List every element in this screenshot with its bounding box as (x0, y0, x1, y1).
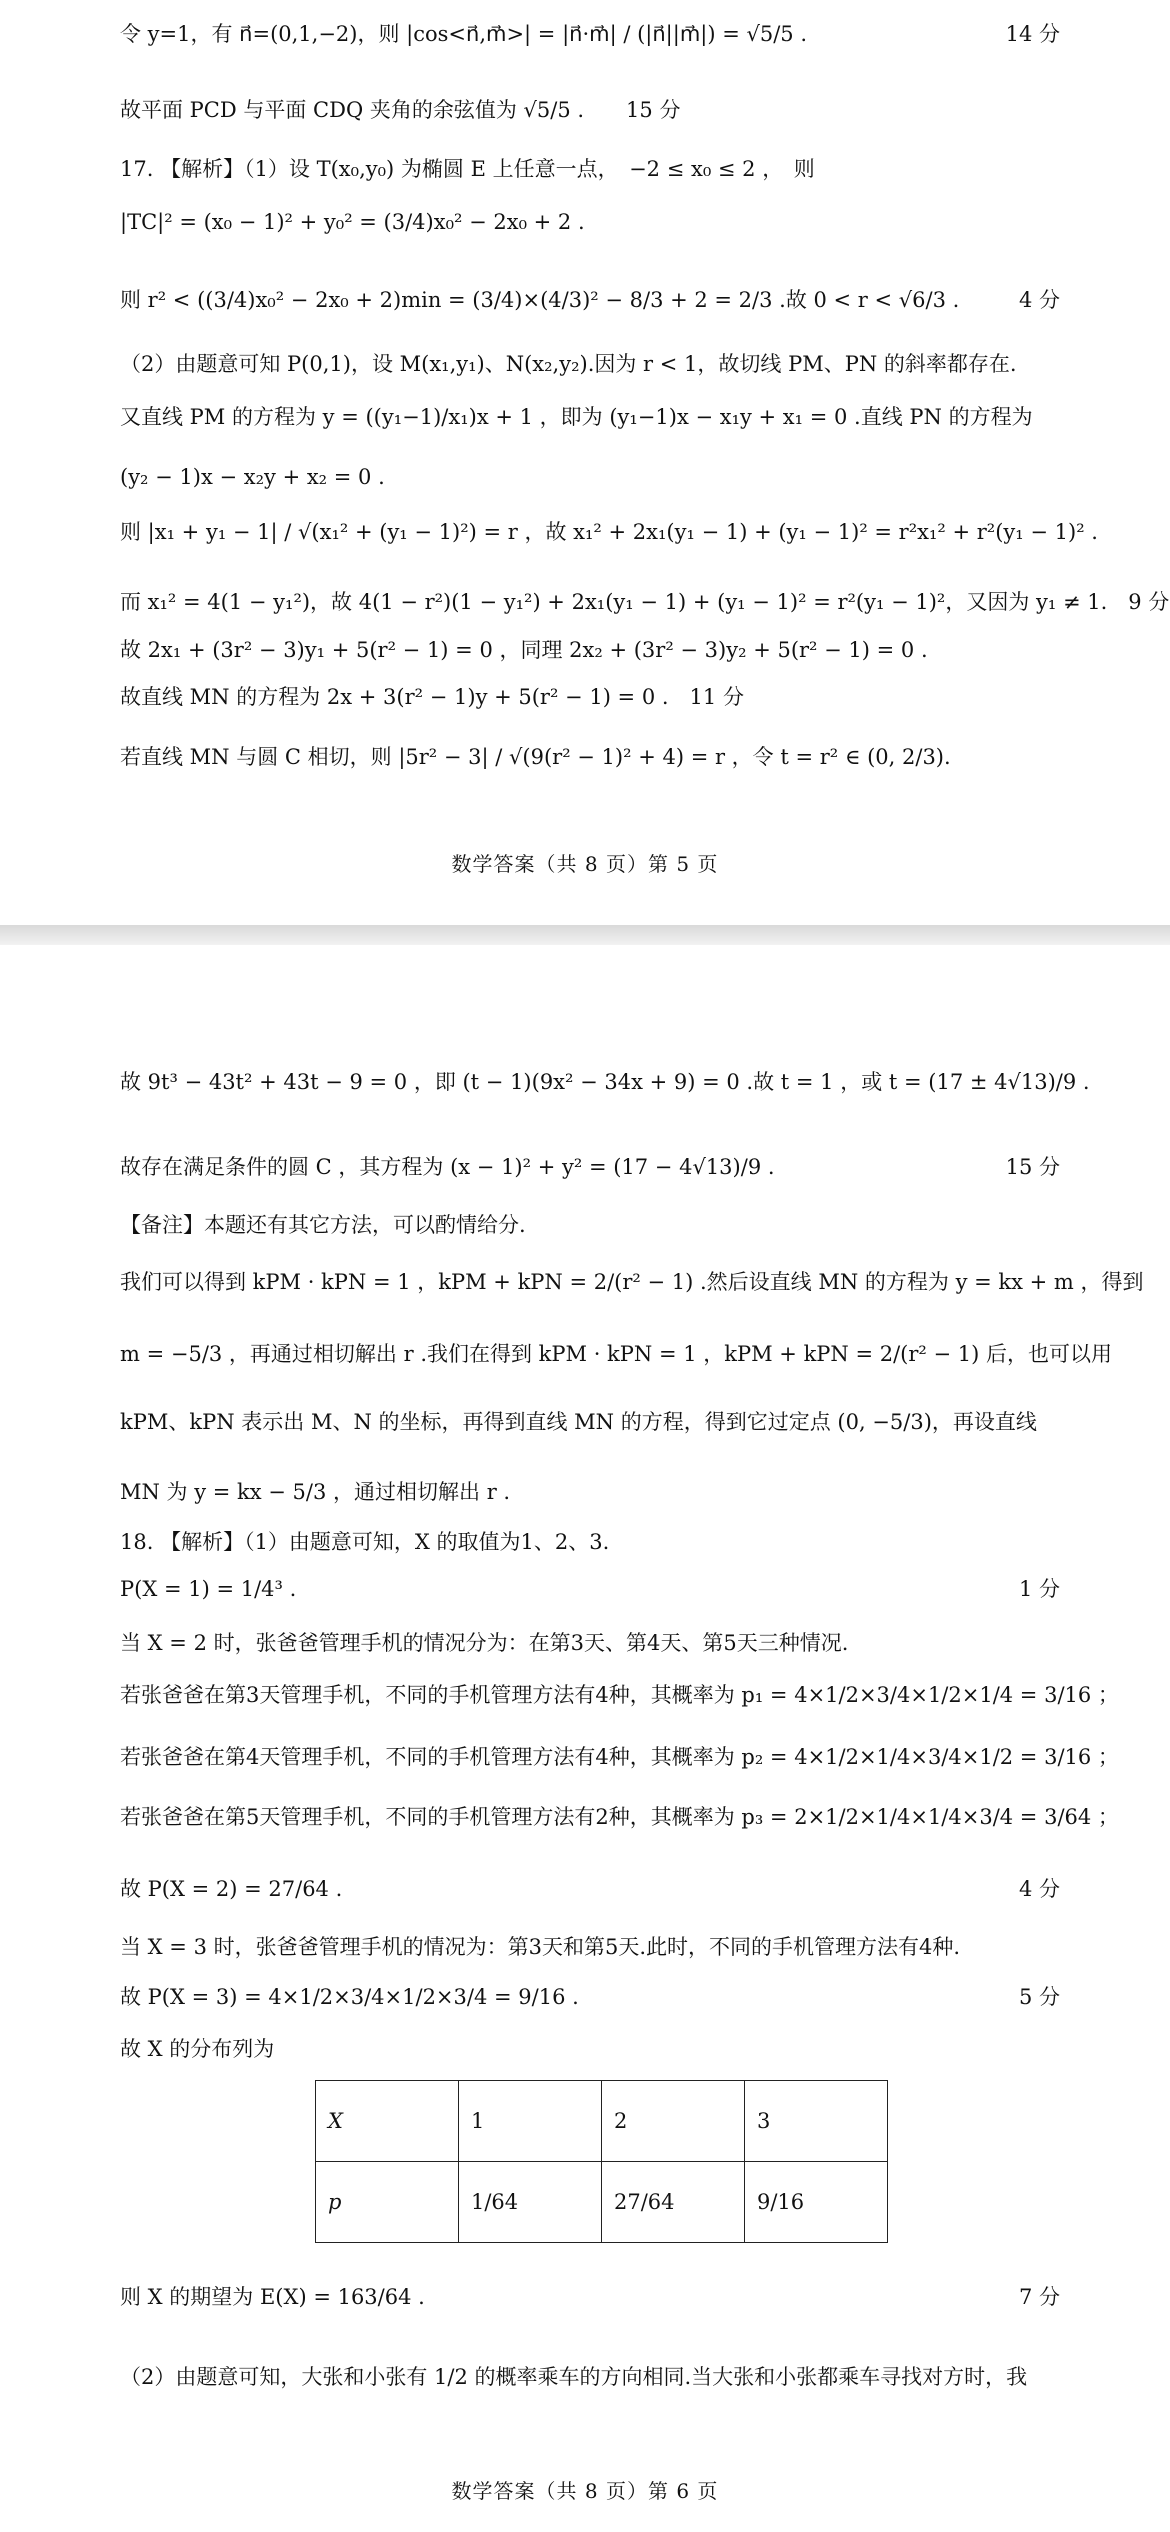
answer-page-5 (0, 0, 1170, 925)
text-line: kPM、kPN 表示出 M、N 的坐标，再得到直线 MN 的方程，得到它过定点 (0, −5/3)，再设直线 (120, 1410, 1037, 1434)
text-line: 当 X = 3 时，张爸爸管理手机的情况为：第3天和第5天.此时，不同的手机管理方法有4种. (120, 1935, 961, 1959)
score-mark: 15 分 (1005, 1155, 1060, 1179)
distribution-table (315, 2080, 888, 2243)
text-line: 故存在满足条件的圆 C ，其方程为 (x − 1)² + y² = (17 − 4√13)/9 . 15 分 (120, 1155, 1060, 1179)
table-row (316, 2081, 888, 2162)
table-cell: 9/16 (745, 2162, 888, 2243)
table-row (316, 2162, 888, 2243)
page-separator (0, 925, 1170, 945)
text-line: m = −5/3 ，再通过相切解出 r .我们在得到 kPM · kPN = 1 ，kPM + kPN = 2/(r² − 1) 后，也可以用 (120, 1342, 1113, 1366)
score-mark: 7 分 (1018, 2285, 1060, 2309)
table-cell: 27/64 (602, 2162, 745, 2243)
answer-page-6 (0, 945, 1170, 2532)
text-line: 【备注】本题还有其它方法，可以酌情给分. (120, 1213, 526, 1237)
text-line: 故 P(X = 3) = 4×1/2×3/4×1/2×3/4 = 9/16 . 5 分 (120, 1985, 1060, 2009)
table-cell: 3 (745, 2081, 888, 2162)
score-mark: 14 分 (1005, 22, 1060, 46)
text-line: 令 y=1，有 n⃗=(0,1,−2)，则 |cos<n⃗,m⃗>| = |n⃗·m⃗| / (|n⃗||m⃗|) = √5/5 . 14 分 (120, 22, 1060, 46)
text-line: 又直线 PM 的方程为 y = ((y₁−1)/x₁)x + 1 ，即为 (y₁−1)x − x₁y + x₁ = 0 .直线 PN 的方程为 (120, 405, 1033, 429)
text-line: 故 9t³ − 43t² + 43t − 9 = 0 ，即 (t − 1)(9x² − 34x + 9) = 0 .故 t = 1 ，或 t = (17 ± 4√13)/9 . (120, 1070, 1090, 1094)
text-line: P(X = 1) = 1/4³ . 1 分 (120, 1577, 1060, 1601)
text-line: 故 X 的分布列为 (120, 2037, 275, 2061)
table-cell: X (316, 2081, 459, 2162)
text-line: 则 X 的期望为 E(X) = 163/64 . 7 分 (120, 2285, 1060, 2309)
text-line: 18. 【解析】（1）由题意可知，X 的取值为1、2、3. (120, 1530, 610, 1554)
text-line: 故直线 MN 的方程为 2x + 3(r² − 1)y + 5(r² − 1) = 0 . 11 分 (120, 685, 744, 709)
score-mark: 4 分 (1018, 1877, 1060, 1901)
text-line: 若张爸爸在第3天管理手机，不同的手机管理方法有4种，其概率为 p₁ = 4×1/2×3/4×1/2×1/4 = 3/16 ； (120, 1683, 1119, 1707)
text-line: |TC|² = (x₀ − 1)² + y₀² = (3/4)x₀² − 2x₀ + 2 . (120, 210, 585, 234)
page-footer: 数学答案（共 8 页）第 5 页 (451, 852, 719, 876)
text-line: 则 r² < ((3/4)x₀² − 2x₀ + 2)min = (3/4)×(4/3)² − 8/3 + 2 = 2/3 .故 0 < r < √6/3 . 4 分 (120, 288, 1060, 312)
page-footer: 数学答案（共 8 页）第 6 页 (451, 2479, 719, 2503)
text-line: 故平面 PCD 与平面 CDQ 夹角的余弦值为 √5/5 . 15 分 (120, 98, 681, 122)
text-line: 当 X = 2 时，张爸爸管理手机的情况分为：在第3天、第4天、第5天三种情况. (120, 1631, 849, 1655)
text-line: 则 |x₁ + y₁ − 1| / √(x₁² + (y₁ − 1)²) = r ，故 x₁² + 2x₁(y₁ − 1) + (y₁ − 1)² = r²x₁² + r²(y₁ − 1)² . (120, 520, 1098, 544)
text-line: 我们可以得到 kPM · kPN = 1 ，kPM + kPN = 2/(r² − 1) .然后设直线 MN 的方程为 y = kx + m ，得到 (120, 1270, 1144, 1294)
text-line: 17. 【解析】（1）设 T(x₀,y₀) 为椭圆 E 上任意一点， −2 ≤ x₀ ≤ 2 ， 则 (120, 157, 815, 181)
text-line: 而 x₁² = 4(1 − y₁²)，故 4(1 − r²)(1 − y₁²) + 2x₁(y₁ − 1) + (y₁ − 1)² = r²(y₁ − 1)²，又因为 y₁ ≠ 1. 9 分 (120, 590, 1170, 614)
score-mark: 1 分 (1018, 1577, 1060, 1601)
text-line: (y₂ − 1)x − x₂y + x₂ = 0 . (120, 465, 385, 489)
text-line: 故 P(X = 2) = 27/64 . 4 分 (120, 1877, 1060, 1901)
table-cell: p (316, 2162, 459, 2243)
text-line: 故 2x₁ + (3r² − 3)y₁ + 5(r² − 1) = 0 ，同理 2x₂ + (3r² − 3)y₂ + 5(r² − 1) = 0 . (120, 638, 928, 662)
table-cell: 1 (459, 2081, 602, 2162)
text-line: MN 为 y = kx − 5/3 ，通过相切解出 r . (120, 1480, 511, 1504)
score-mark: 4 分 (1018, 288, 1060, 312)
table-cell: 2 (602, 2081, 745, 2162)
text-line: 若张爸爸在第4天管理手机，不同的手机管理方法有4种，其概率为 p₂ = 4×1/2×1/4×3/4×1/2 = 3/16 ； (120, 1745, 1119, 1769)
text-line: 若直线 MN 与圆 C 相切，则 |5r² − 3| / √(9(r² − 1)² + 4) = r ，令 t = r² ∈ (0, 2/3). (120, 745, 951, 769)
score-mark: 5 分 (1018, 1985, 1060, 2009)
text-line: （2）由题意可知，大张和小张有 1/2 的概率乘车的方向相同.当大张和小张都乘车寻找对方时，我 (120, 2365, 1028, 2389)
table-cell: 1/64 (459, 2162, 602, 2243)
text-line: 若张爸爸在第5天管理手机，不同的手机管理方法有2种，其概率为 p₃ = 2×1/2×1/4×1/4×3/4 = 3/64 ； (120, 1805, 1119, 1829)
text-line: （2）由题意可知 P(0,1)，设 M(x₁,y₁)、N(x₂,y₂).因为 r < 1，故切线 PM、PN 的斜率都存在. (120, 352, 1017, 376)
